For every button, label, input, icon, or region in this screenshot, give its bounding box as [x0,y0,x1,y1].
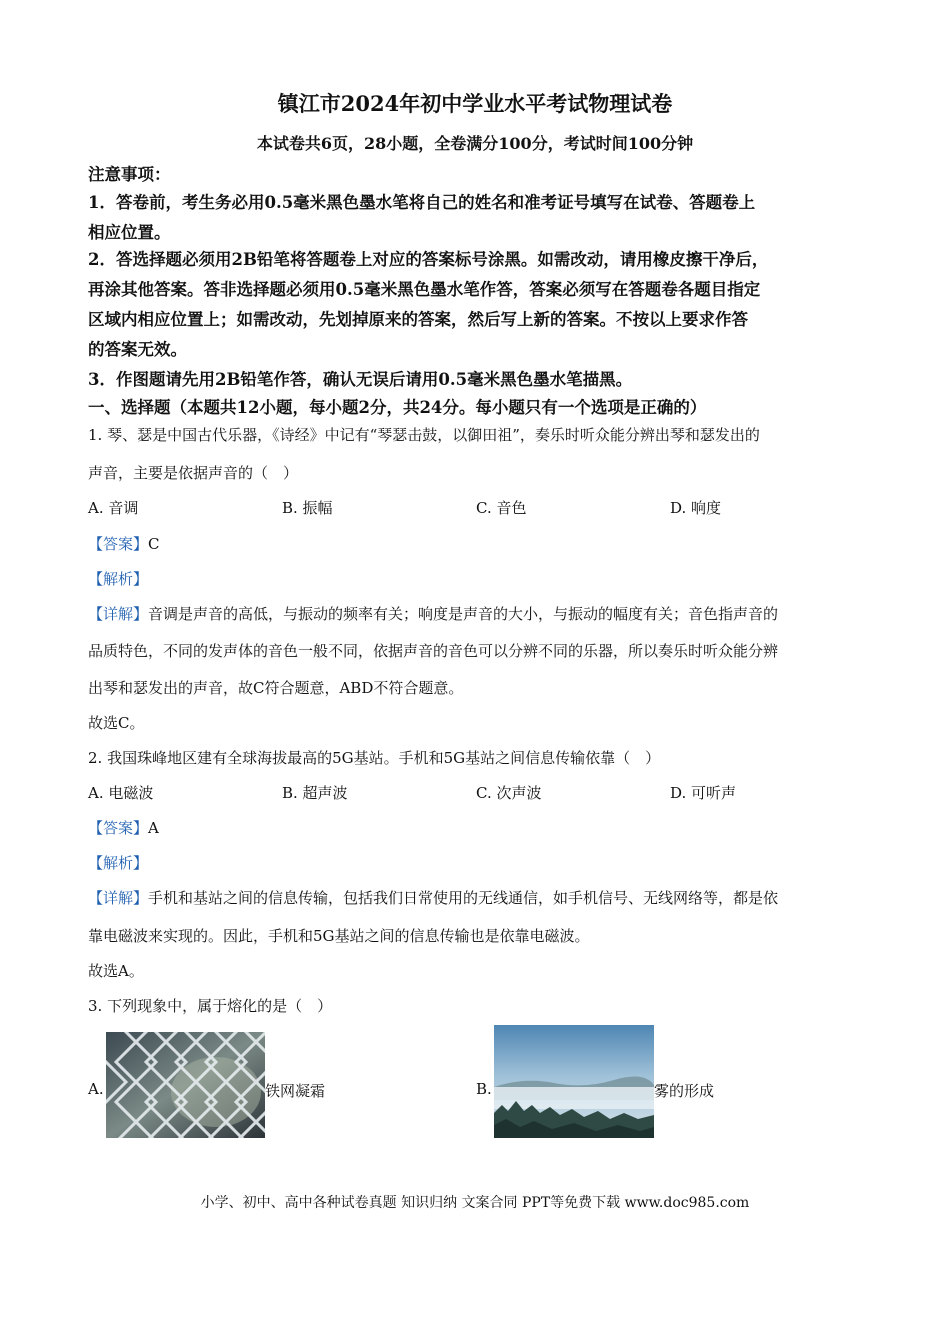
question-2-detail: 靠电磁波来实现的。因此，手机和5G基站之间的信息传输也是依靠电磁波。 [88,927,590,945]
question-1-answer [88,533,160,554]
notes-line: 的答案无效。 [88,340,187,359]
question-3-option-a-label: A. [88,1080,104,1098]
exam-title: 镇江市2024年初中学业水平考试物理试卷 [277,91,673,116]
section-heading: 一、选择题（本题共12小题，每小题2分，共24分。每小题只有一个选项是正确的） [88,398,707,417]
question-3-stem: 3. 下列现象中，属于熔化的是（ ） [88,997,333,1015]
question-2-detail [88,887,778,908]
question-2-option-d: D. 可听声 [670,784,737,802]
question-1-option-d: D. 响度 [670,499,722,517]
page-footer: 小学、初中、高中各种试卷真题 知识归纳 文案合同 PPT等免费下载 www.doc985.com [200,1195,750,1211]
question-1-stem: 1. 琴、瑟是中国古代乐器，《诗经》中记有“琴瑟击鼓，以御田祖”，奏乐时听众能分辨出琴和瑟发出的 [88,426,760,444]
notes-line: 相应位置。 [88,223,171,242]
question-2-option-b: B. 超声波 [282,784,348,802]
question-1-detail [88,603,778,624]
question-1-detail: 出琴和瑟发出的声音，故C符合题意，ABD不符合题意。 [88,679,464,697]
exam-subtitle: 本试卷共6页，28小题，全卷满分100分，考试时间100分钟 [256,134,694,153]
question-2-answer [88,817,159,838]
detail-text: 手机和基站之间的信息传输，包括我们日常使用的无线通信，如手机信号、无线网络等，都是依 [148,889,779,907]
fog-landscape-illustration [494,1025,654,1138]
question-2-option-a: A. 电磁波 [88,784,154,802]
question-1-stem: 声音，主要是依据声音的（ ） [88,464,299,482]
question-3-option-a-text: 铁网凝霜 [265,1082,326,1100]
fog-forest-image [494,1025,654,1138]
frost-fence-illustration [106,1032,265,1138]
question-1-option-a: A. 音调 [88,499,139,517]
question-1-option-b: B. 振幅 [282,499,333,517]
detail-tag: 【详解】 [88,889,149,907]
question-2-stem: 2. 我国珠峰地区建有全球海拔最高的5G基站。手机和5G基站之间信息传输依靠（ ） [88,749,661,767]
notes-line: 2．答选择题必须用2B铅笔将答题卷上对应的答案标号涂黑。如需改动，请用橡皮擦干净后， [88,250,769,269]
question-1-detail: 品质特色，不同的发声体的音色一般不同，依据声音的音色可以分辨不同的乐器，所以奏乐时听众能分辨 [88,642,779,660]
question-2-conclusion: 故选A。 [88,962,144,980]
analysis-tag: 【解析】 [88,854,149,872]
frosted-wire-fence-image [106,1032,265,1138]
answer-tag: 【答案】 [88,535,149,553]
notes-line: 1．答卷前，考生务必用0.5毫米黑色墨水笔将自己的姓名和准考证号填写在试卷、答题卷上 [88,193,756,212]
question-2-option-c: C. 次声波 [476,784,542,802]
notes-heading: 注意事项： [88,165,171,184]
notes-line: 区域内相应位置上；如需改动，先划掉原来的答案，然后写上新的答案。不按以上要求作答 [88,310,748,329]
question-3-option-b-label: B. [476,1080,492,1098]
question-3-option-b-text: 雾的形成 [654,1082,715,1100]
detail-text: 音调是声音的高低，与振动的频率有关；响度是声音的大小，与振动的幅度有关；音色指声音的 [148,605,779,623]
question-1-conclusion: 故选C。 [88,714,145,732]
question-1-option-c: C. 音色 [476,499,527,517]
analysis-tag: 【解析】 [88,570,149,588]
answer-value: A [148,819,159,837]
notes-line: 再涂其他答案。答非选择题必须用0.5毫米黑色墨水笔作答，答案必须写在答题卷各题目指定 [88,280,761,299]
answer-tag: 【答案】 [88,819,149,837]
notes-line: 3．作图题请先用2B铅笔作答，确认无误后请用0.5毫米黑色墨水笔描黑。 [88,370,633,389]
answer-value: C [148,535,160,553]
detail-tag: 【详解】 [88,605,149,623]
